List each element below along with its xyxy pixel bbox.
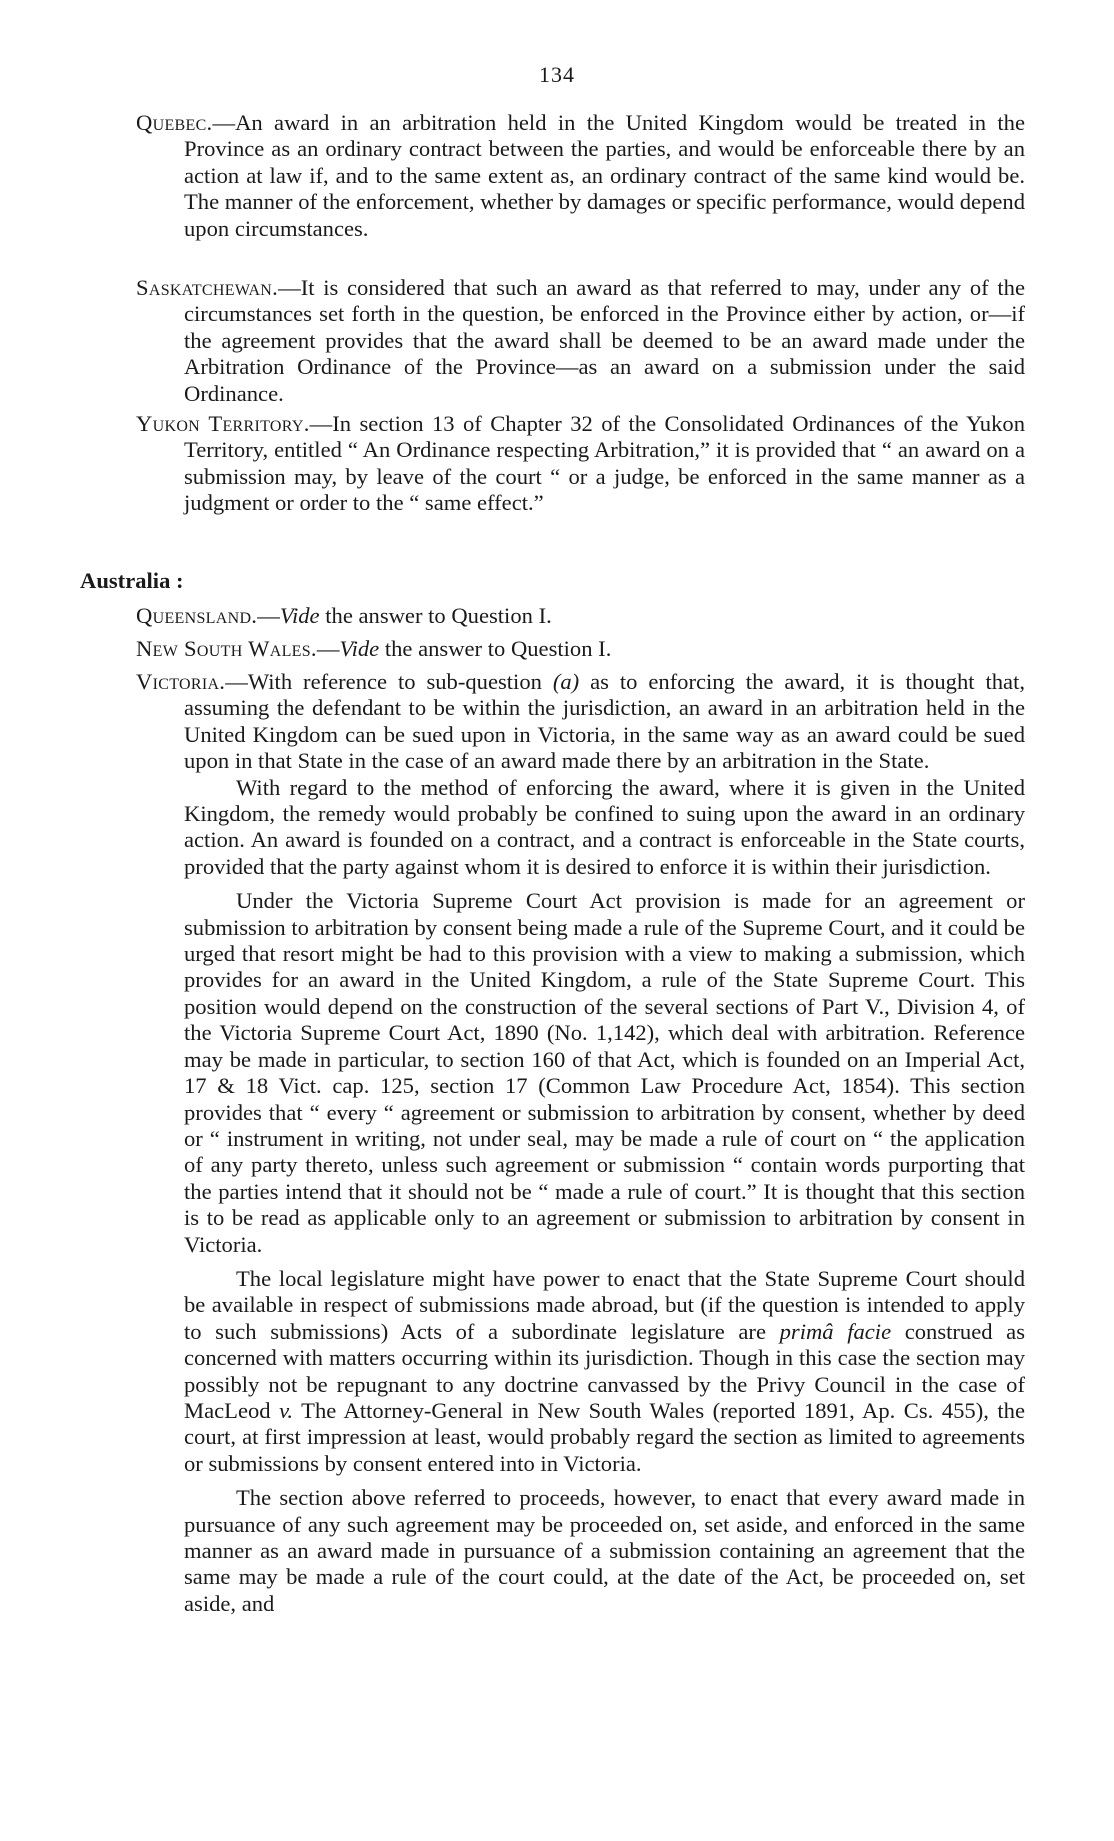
section-name: New South Wales. <box>136 636 317 661</box>
vide-text: Vide <box>339 636 380 661</box>
section-victoria <box>136 669 1025 1617</box>
section-quebec <box>136 110 1025 242</box>
section-text: —It is considered that such an award as that referred to may, under any of the circumstances set forth in the question, be enforced in the Province either by action, or—if the agreement provides that the award shall be deemed to be an award made under the Arbitration Ordinance of the Province—as an award on a submission under the said Ordinance. <box>184 275 1025 406</box>
sub-question-label: (a) <box>552 669 580 694</box>
page-number: 134 <box>539 62 575 87</box>
victoria-paragraph-2: With regard to the method of enforcing the award, where it is given in the United Kingdom, the remedy would probably be confined to suing upon the award in an ordinary action. An award is founded on a contract, and a contract is enforceable in the State courts, provided that the party against whom it is desired to enforce it is within their jurisdiction. <box>184 774 1025 879</box>
paragraph-text: as to enforcing the award, it is thought that, assuming the defendant to be within the jurisdiction, an award in an arbitration held in the United Kingdom can be sued upon in Victoria, in the same way as an award could be sued upon in that State in the case of an award made there by an arbitration in the State. <box>184 669 1025 774</box>
section-new-south-wales <box>136 636 611 662</box>
paragraph-text: —With reference to sub-question <box>225 669 553 694</box>
paragraph-text: The Attorney-General in New South Wales (reported 1891, Ap. Cs. 455), the court, at first impression at least, would probably regard the section as limited to agreements or submissions by consent entered into in Victoria. <box>184 1397 1025 1476</box>
heading-australia: Australia : <box>80 568 184 593</box>
section-saskatchewan <box>136 275 1025 407</box>
section-text: the answer to Question I. <box>319 603 552 628</box>
section-name: Yukon Territory. <box>136 411 310 436</box>
victoria-paragraph-1 <box>136 669 1025 775</box>
italic-versus: v. <box>279 1397 294 1423</box>
victoria-paragraph-4 <box>136 1266 1025 1477</box>
section-queensland <box>136 603 552 629</box>
section-text: —In section 13 of Chapter 32 of the Consolidated Ordinances of the Yukon Territory, entitled “ An Ordinance respecting Arbitration,” it is provided that “ an award on a submission may, by leave of the court “ or a judge, be enforced in the same manner as a judgment or order to the “ same effect.” <box>184 411 1025 516</box>
section-text: —An award in an arbitration held in the United Kingdom would be treated in the Province as an ordinary contract between the parties, and would be enforceable there by an action at law if, and to the same extent as, an ordinary contract of the same kind would be. The manner of the enforcement, whether by damages or specific performance, would depend upon circumstances. <box>184 110 1025 241</box>
section-yukon <box>136 411 1025 517</box>
italic-phrase: primâ facie <box>779 1318 892 1344</box>
dash: — <box>316 636 340 661</box>
paragraph-text: construed as concerned with matters occurring within its jurisdiction. Though in this case the section may possibly not be repugnant to any doctrine canvassed by the Privy Council in the case of MacLeod <box>184 1318 1025 1423</box>
victoria-paragraph-3: Under the Victoria Supreme Court Act provision is made for an agreement or submission to arbitration by consent being made a rule of the Supreme Court, and it could be urged that resort might be had to this provision with a view to making a submission, which provides for an award in the United Kingdom, a rule of the State Supreme Court. This position would depend on the construction of the several sections of Part V., Division 4, of the Victoria Supreme Court Act, 1890 (No. 1,142), which deal with arbitration. Reference may be made in particular, to section 160 of that Act, which is founded on an Imperial Act, 17 & 18 Vict. cap. 125, section 17 (Common Law Procedure Act, 1854). This section provides that “ every “ agreement or submission to arbitration by consent, whether by deed or “ instrument in writing, not under seal, may be made a rule of court on “ the application of any party thereto, unless such agreement or submission “ contain words purporting that the parties intend that it should not be “ made a rule of court.” It is thought that this section is to be read as applicable only to an agreement or submission to arbitration by consent in Victoria. <box>184 888 1025 1257</box>
section-name: Queensland. <box>136 603 258 628</box>
section-text: the answer to Question I. <box>379 636 612 661</box>
section-name: Quebec. <box>136 110 213 135</box>
victoria-paragraph-5: The section above referred to proceeds, however, to enact that every award made in pursuance of any such agreement may be proceeded on, set aside, and enforced in the same manner as an award made in pursuance of a submission containing an agreement that the same may be made a rule of the court could, at the date of the Act, be proceeded on, set aside, and <box>184 1485 1025 1616</box>
section-name: Saskatchewan. <box>136 275 279 300</box>
dash: — <box>257 603 280 628</box>
section-name: Victoria. <box>136 669 226 694</box>
vide-text: Vide <box>279 603 320 628</box>
paragraph-text: The local legislature might have power to enact that the State Supreme Court should be available in respect of submissions made abroad, but (if the question is intended to apply to such submissions) Acts of a subordinate legislature are <box>184 1265 1025 1344</box>
